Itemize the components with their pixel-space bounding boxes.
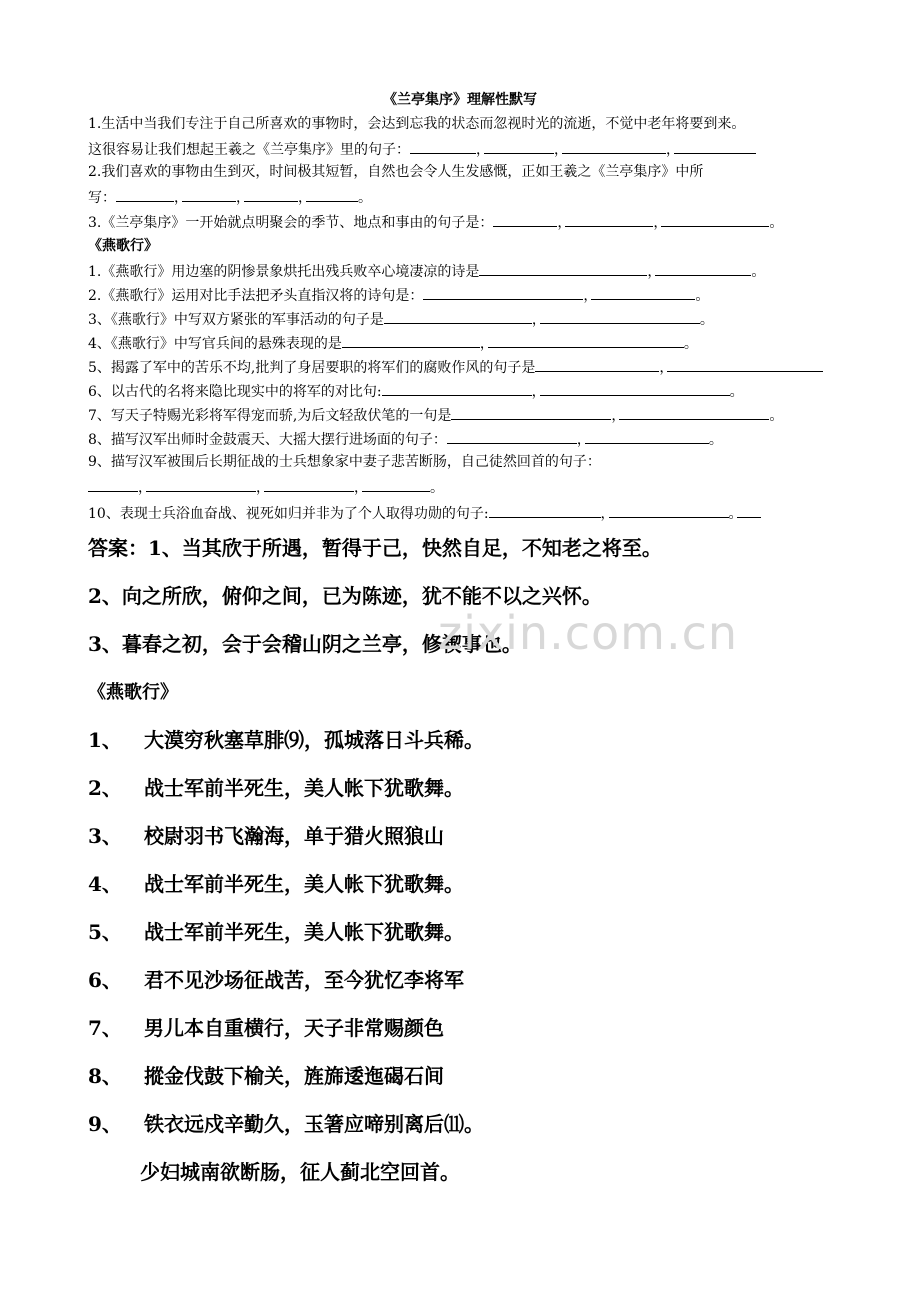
answer-item: [88, 726, 484, 754]
blank[interactable]: [182, 186, 236, 202]
blank[interactable]: [342, 332, 480, 348]
comma: ，: [583, 288, 598, 304]
yangexing-question-2: [88, 284, 710, 306]
question-2-line-2: [88, 186, 372, 208]
question-text: 1.《燕歌行》用边塞的阴惨景象烘托出残兵败卒心境凄凉的诗是: [88, 264, 480, 280]
question-1-line-2: [88, 138, 756, 160]
answer-item: [88, 822, 444, 850]
question-1-text: 这很容易让我们想起王羲之《兰亭集序》里的句子：: [88, 142, 410, 158]
comma: ，: [236, 190, 250, 206]
blank[interactable]: [479, 260, 647, 276]
question-text: 2.《燕歌行》运用对比手法把矛头直指汉将的诗句是：: [88, 288, 424, 304]
question-3: [88, 211, 784, 233]
question-text: 8、描写汉军出师时金鼓震天、大摇大摆行进场面的句子：: [88, 432, 447, 448]
item-text: 大漠穷秋塞草腓⑼，孤城落日斗兵稀。: [144, 728, 484, 752]
period: 。: [728, 506, 743, 522]
question-3-text: 3.《兰亭集序》一开始就点明聚会的季节、地点和事由的句子是：: [88, 215, 494, 231]
yangexing-question-10: [88, 502, 761, 524]
question-text: 3、《燕歌行》中写双方紧张的军事活动的句子是: [88, 312, 384, 328]
answer-item: [88, 1110, 484, 1138]
blank[interactable]: [540, 308, 700, 324]
blank[interactable]: [565, 211, 653, 227]
yangexing-question-5: [88, 356, 823, 378]
blank[interactable]: [382, 380, 532, 396]
blank[interactable]: [562, 138, 666, 154]
section-title-yangexing: 《燕歌行》: [88, 238, 158, 254]
period: 。: [769, 215, 784, 231]
comma: ，: [554, 142, 568, 158]
comma: ，: [354, 480, 368, 496]
answer-section-title: 《燕歌行》: [88, 682, 178, 703]
comma: ，: [531, 384, 546, 400]
blank[interactable]: [410, 138, 476, 154]
blank[interactable]: [737, 502, 761, 518]
answer-1: 答案：1、当其欣于所遇，暂得于己，快然自足，不知老之将至。: [88, 536, 662, 560]
comma: ，: [298, 190, 312, 206]
comma: ，: [138, 480, 152, 496]
comma: ，: [479, 336, 494, 352]
question-text: 7、写天子特赐光彩将军得宠而骄,为后文轻敌伏笔的一句是: [88, 408, 452, 424]
yangexing-question-9-blanks: [88, 476, 444, 498]
blank[interactable]: [306, 186, 358, 202]
period: 。: [769, 408, 784, 424]
comma: ，: [666, 142, 680, 158]
blank[interactable]: [384, 308, 532, 324]
yangexing-question-8: [88, 428, 723, 450]
comma: ，: [611, 408, 626, 424]
blank[interactable]: [591, 284, 695, 300]
yangexing-question-4: [88, 332, 698, 354]
page-title: 《兰亭集序》理解性默写: [383, 92, 537, 108]
comma: ，: [476, 142, 490, 158]
answer-last-line: 少妇城南欲断肠，征人蓟北空回首。: [140, 1160, 460, 1184]
blank[interactable]: [423, 284, 583, 300]
blank[interactable]: [88, 476, 138, 492]
answer-item: [88, 870, 464, 898]
answer-blanks-2: [116, 186, 372, 208]
item-number: 7、: [88, 1016, 122, 1040]
blank[interactable]: [451, 404, 611, 420]
answer-item: [88, 918, 464, 946]
blank[interactable]: [619, 404, 769, 420]
comma: ，: [576, 432, 591, 448]
item-text: 战士军前半死生，美人帐下犹歌舞。: [144, 776, 464, 800]
item-text: 铁衣远戍辛勤久，玉箸应啼别离后⑾。: [144, 1112, 484, 1136]
item-number: 6、: [88, 968, 122, 992]
item-number: 9、: [88, 1112, 122, 1136]
yangexing-question-7: [88, 404, 784, 426]
answer-blanks-1: [410, 138, 756, 160]
period: 。: [729, 384, 744, 400]
item-text: 校尉羽书飞瀚海，单于猎火照狼山: [144, 824, 444, 848]
period: 。: [683, 336, 698, 352]
blank[interactable]: [362, 476, 430, 492]
period: 。: [695, 288, 710, 304]
blank[interactable]: [585, 428, 709, 444]
item-number: 2、: [88, 776, 122, 800]
answer-3: 3、暮春之初，会于会稽山阴之兰亭，修褉事也。: [88, 632, 522, 656]
period: 。: [699, 312, 714, 328]
question-2-text: 写：: [88, 190, 116, 206]
comma: ，: [256, 480, 270, 496]
question-2-line-1: 2.我们喜欢的事物由生到灭，时间极其短暂，自然也会令人生发感慨，正如王羲之《兰亭集序》中所: [88, 164, 704, 180]
question-text: 4、《燕歌行》中写官兵间的悬殊表现的是: [88, 336, 342, 352]
question-text: 10、表现士兵浴血奋战、视死如归并非为了个人取得功勋的句子:: [88, 506, 489, 522]
item-text: 男儿本自重横行，天子非常赐颜色: [144, 1016, 444, 1040]
item-text: 君不见沙场征战苦，至今犹忆李将军: [144, 968, 464, 992]
comma: ，: [653, 215, 668, 231]
item-text: 摐金伐鼓下榆关，旌旆逶迤碣石间: [144, 1064, 444, 1088]
comma: ，: [557, 215, 572, 231]
yangexing-question-9: 9、描写汉军被围后长期征战的士兵想象家中妻子悲苦断肠，自己徒然回首的句子：: [88, 454, 601, 470]
yangexing-question-6: [88, 380, 744, 402]
item-number: 1、: [88, 728, 122, 752]
question-text: 6、以古代的名将来隐比现实中的将军的对比句:: [88, 384, 382, 400]
answer-item: [88, 774, 464, 802]
blank[interactable]: [489, 502, 601, 518]
answer-2: 2、向之所欣，俯仰之间，已为陈迹，犹不能不以之兴怀。: [88, 584, 602, 608]
blank[interactable]: [447, 428, 577, 444]
period: 。: [430, 480, 444, 496]
blank[interactable]: [116, 186, 174, 202]
blank[interactable]: [264, 476, 354, 492]
comma: ，: [600, 506, 615, 522]
question-1-line-1: 1.生活中当我们专注于自己所喜欢的事物时，会达到忘我的状态而忽视时光的流逝，不觉中老年将要到来。: [88, 116, 746, 132]
comma: ，: [531, 312, 546, 328]
blank[interactable]: [674, 138, 756, 154]
comma: ，: [659, 360, 674, 376]
answer-item: [88, 1014, 444, 1042]
blank[interactable]: [146, 476, 256, 492]
blank[interactable]: [661, 211, 769, 227]
blank[interactable]: [540, 380, 730, 396]
blank[interactable]: [484, 138, 554, 154]
period: 。: [751, 264, 766, 280]
blank[interactable]: [655, 260, 751, 276]
blank[interactable]: [493, 211, 557, 227]
item-text: 战士军前半死生，美人帐下犹歌舞。: [144, 872, 464, 896]
yangexing-question-1: [88, 260, 766, 282]
watermark: zixin.com.cn: [438, 606, 739, 660]
yangexing-question-3: [88, 308, 714, 330]
comma: ，: [174, 190, 188, 206]
period: 。: [708, 432, 723, 448]
item-text: 战士军前半死生，美人帐下犹歌舞。: [144, 920, 464, 944]
blank[interactable]: [488, 332, 684, 348]
blank[interactable]: [667, 356, 823, 372]
item-number: 4、: [88, 872, 122, 896]
blank[interactable]: [609, 502, 729, 518]
item-number: 8、: [88, 1064, 122, 1088]
answer-item: [88, 1062, 444, 1090]
item-number: 3、: [88, 824, 122, 848]
answer-blanks-3: [493, 211, 784, 233]
comma: ，: [647, 264, 662, 280]
answer-item: [88, 966, 464, 994]
item-number: 5、: [88, 920, 122, 944]
question-text: 5、揭露了军中的苦乐不均,批判了身居要职的将军们的腐败作风的句子是: [88, 360, 536, 376]
blank[interactable]: [244, 186, 298, 202]
period: 。: [358, 190, 372, 206]
blank[interactable]: [535, 356, 659, 372]
